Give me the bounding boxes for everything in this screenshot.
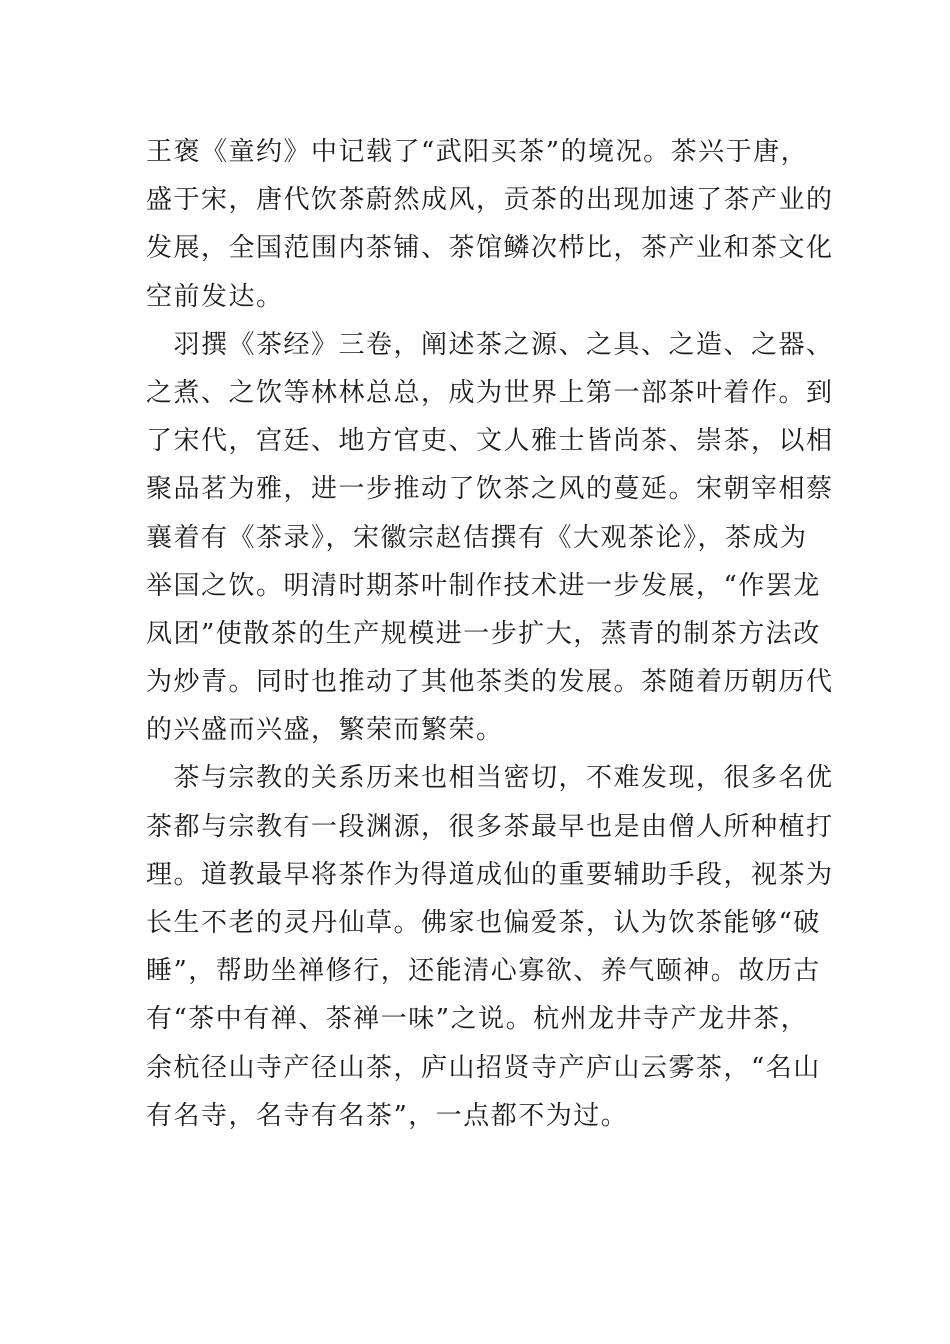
text-line: 聚品茗为雅，进一步推动了饮茶之风的蔓延。宋朝宰相蔡: [146, 474, 834, 505]
paragraph-3: [146, 754, 834, 1140]
text-line: 余杭径山寺产径山茶，庐山招贤寺产庐山云雾茶，“名山: [146, 1052, 821, 1083]
text-line: 王褒《童约》中记载了“武阳买茶”的境况。茶兴于唐，: [146, 137, 809, 167]
paragraph-2: [146, 321, 834, 755]
text-line: 盛于宋，唐代饮茶蔚然成风，贡茶的出现加速了茶产业的: [146, 185, 834, 216]
text-line: 羽撰《茶经》三卷，阐述茶之源、之具、之造、之器、: [146, 329, 834, 360]
text-line: 有名寺，名寺有名茶”，一点都不为过。: [146, 1100, 629, 1131]
text-line: 理。道教最早将茶作为得道成仙的重要辅助手段，视茶为: [146, 859, 834, 890]
paragraph-1: [146, 128, 834, 321]
text-line: 为炒青。同时也推动了其他茶类的发展。茶随着历朝历代: [146, 667, 834, 698]
text-line: 有“茶中有禅、茶禅一味”之说。杭州龙井寺产龙井茶，: [146, 1004, 809, 1035]
text-line: 空前发达。: [146, 281, 284, 312]
text-line: 凤团”使散茶的生产规模进一步扩大，蒸青的制茶方法改: [146, 618, 821, 649]
text-line: 之煮、之饮等林林总总，成为世界上第一部茶叶着作。到: [146, 377, 834, 408]
text-line: 茶与宗教的关系历来也相当密切，不难发现，很多名优: [146, 763, 834, 794]
text-line: 了宋代，宫廷、地方官吏、文人雅士皆尚茶、崇茶，以相: [146, 426, 834, 457]
text-line: 茶都与宗教有一段渊源，很多茶最早也是由僧人所种植打: [146, 811, 834, 842]
document-body: [146, 128, 834, 1140]
text-line: 发展，全国范围内茶铺、茶馆鳞次栉比，茶产业和茶文化: [146, 233, 834, 264]
text-line: 长生不老的灵丹仙草。佛家也偏爱茶，认为饮茶能够“破: [146, 908, 821, 938]
text-line: 睡”，帮助坐禅修行，还能清心寡欲、养气颐神。故历古: [146, 956, 821, 987]
text-line: 举国之饮。明清时期茶叶制作技术进一步发展，“作罢龙: [146, 570, 821, 601]
text-line: 襄着有《茶录》，宋徽宗赵佶撰有《大观茶论》，茶成为: [146, 522, 808, 553]
text-line: 的兴盛而兴盛，繁荣而繁荣。: [146, 715, 504, 746]
